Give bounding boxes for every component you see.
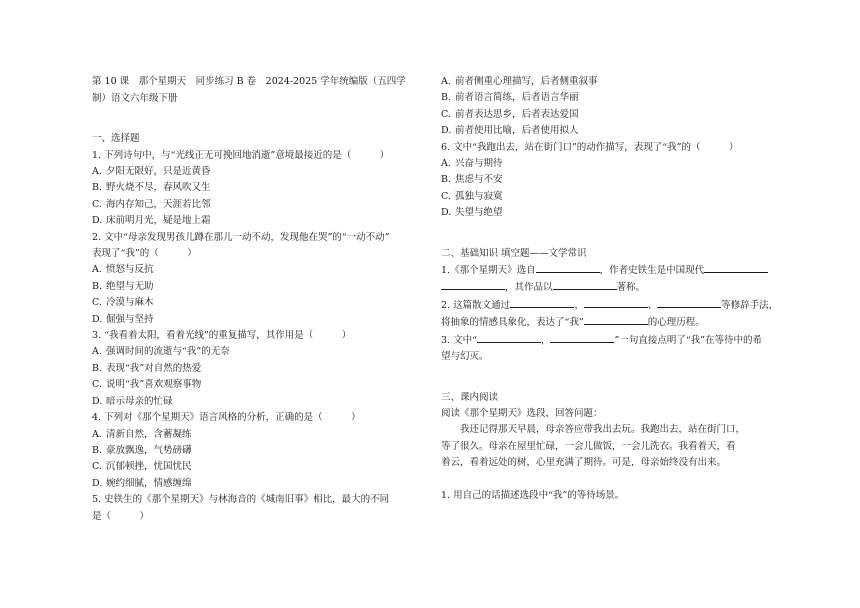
option-b [92,180,430,196]
section-heading-choice: 一、选择题 [92,133,140,145]
question-1 [92,148,430,230]
answer-blank[interactable] [657,297,721,308]
option-letter: C. [441,190,451,202]
option-a [92,262,430,278]
option-text: 前者使用比喻，后者使用拟人 [455,125,579,137]
question-stem: 3. “我看着太阳，看着光线”的重复描写，其作用是（ ） [92,330,352,342]
question-stem-cont: 表现了“我”的（ ） [92,248,197,260]
option-c [92,459,430,475]
option-b [92,279,430,295]
answer-blank[interactable] [536,262,600,273]
question-stem: 5. 史铁生的《那个星期天》与林海音的《城南旧事》相比，最大的不同 [92,494,390,506]
text-segment: 1.《那个星期天》选自 [441,265,536,277]
option-letter: B. [92,182,103,194]
option-text: 失望与绝望 [455,207,503,219]
option-text: 兴奋与期待 [455,158,503,170]
option-b [92,361,430,377]
option-text: 倔强与坚持 [106,313,154,325]
option-text: 婉约细腻，情感缠绵 [106,477,192,489]
option-a [92,164,430,180]
question-4 [92,410,430,492]
text-segment: 将抽象的情感具象化，表达了“我” [441,317,584,329]
option-text: 海内存知己，天涯若比邻 [106,198,211,210]
fill-question-1-line-2 [441,279,776,296]
option-text: 沉郁顿挫，忧国忧民 [106,461,192,473]
text-segment: 著称。 [616,282,646,294]
option-text: 暗示母亲的忙碌 [106,395,173,407]
option-text: 前者表达思乡，后者表达爱国 [455,108,579,120]
option-letter: B. [92,444,103,456]
question-3 [92,328,430,410]
option-letter: A. [92,166,102,177]
option-d [92,476,430,492]
option-letter: D. [441,125,452,137]
option-text: 夕阳无限好，只是近黄昏 [106,166,211,177]
answer-blank[interactable] [553,279,617,290]
option-text: 前者语言简练，后者语言华丽 [455,92,579,104]
section-heading-fill-blank: 二、基础知识 填空题——文学常识 [441,247,587,259]
passage-line-2: 等了很久。母亲在屋里忙碌，一会儿做饭，一会儿洗衣。我看着天，看 [441,440,736,452]
answer-blank[interactable] [550,332,614,343]
answer-blank[interactable] [441,279,505,290]
text-segment: ，作者史铁生是中国现代 [599,265,705,277]
text-segment: 3. 文中“ [441,334,477,346]
option-text: 强调时间的流逝与“我”的无奈 [106,346,230,358]
option-c [441,189,776,205]
right-column [441,74,779,504]
question-stem: 4. 下列对《那个星期天》语言风格的分析，正确的是（ ） [92,412,361,424]
option-letter: C. [92,297,102,309]
option-b [441,90,776,106]
option-text: 绝望与无助 [106,280,154,292]
option-letter: C. [92,198,102,210]
fill-question-1-line-1 [441,262,776,279]
option-a [441,156,776,172]
option-d [92,394,430,410]
document-title-line-1: 第 10 课 那个星期天 同步练习 B 卷 2024-2025 学年统编版（五四学 [92,76,406,87]
passage-line-1: 我还记得那天早晨，母亲答应带我出去玩。我跑出去，站在街门口， [460,424,746,436]
text-segment: 、 [647,299,658,311]
text-segment: 等修辞手法， [721,299,779,311]
fill-question-2-line-1 [441,297,779,314]
text-segment: ， [540,334,551,346]
question-5 [92,492,430,525]
option-letter: C. [92,379,102,391]
option-a [441,74,776,90]
option-a [92,427,430,443]
fill-question-2-line-2 [441,314,776,331]
option-letter: A. [92,346,102,358]
left-column [92,74,430,525]
answer-blank[interactable] [477,332,541,343]
reading-intro: 阅读《那个星期天》选段，回答问题： [441,407,603,419]
text-segment: ”一句直接点明了“我”在等待中的希 [614,334,763,346]
option-text: 野火烧不尽，春风吹又生 [106,182,211,194]
question-stem: 2. 文中“母亲发现男孩儿蹲在那儿一动不动，发现他在哭”的“一动不动” [92,231,390,243]
option-letter: C. [92,461,102,473]
option-letter: C. [441,108,451,120]
question-stem: 1. 下列诗句中，与“光线正无可挽回地消逝”意境最接近的是（ ） [92,149,390,161]
fill-question-3-line-2: 望与幻灭。 [441,351,489,363]
text-segment: 2. 这篇散文通过 [441,299,511,311]
option-text: 说明“我”喜欢观察事物 [106,379,202,391]
option-letter: B. [92,280,103,292]
text-segment: 、 [574,299,584,311]
answer-blank[interactable] [584,314,648,325]
option-text: 表现“我”对自然的热爱 [106,362,202,374]
reading-question-1: 1. 用自己的话描述选段中“我”的等待场景。 [441,489,625,501]
question-2 [92,230,430,328]
option-b [92,443,430,459]
option-text: 孤独与寂寞 [455,190,503,202]
option-letter: D. [441,207,452,219]
answer-blank[interactable] [584,297,648,308]
option-letter: D. [92,313,103,325]
text-segment: 的心理历程。 [647,317,705,329]
option-letter: D. [92,215,103,227]
question-stem-cont: 是（ ） [92,510,150,522]
passage-line-3: 着云，看着远处的树，心里充满了期待。可是，母亲始终没有出来。 [441,457,727,469]
option-d [92,213,430,229]
question-stem: 6. 文中“我跑出去，站在街门口”的动作描写，表现了“我”的（ ） [441,141,739,153]
option-b [441,172,776,188]
option-letter: A. [441,76,451,87]
text-segment: ，其作品以 [505,282,553,294]
option-text: 冷漠与麻木 [106,297,154,309]
question-6 [441,140,776,222]
option-d [92,312,430,328]
answer-blank[interactable] [510,297,574,308]
option-text: 豪放飘逸，气势磅礴 [106,444,192,456]
answer-blank[interactable] [704,262,768,273]
option-letter: B. [441,92,452,104]
option-c [441,107,776,123]
option-letter: B. [441,174,452,186]
option-c [92,295,430,311]
option-letter: D. [92,477,103,489]
option-letter: D. [92,395,103,407]
option-text: 愤怒与反抗 [106,264,154,276]
section-heading-reading: 三、课内阅读 [441,391,499,403]
option-a [92,344,430,360]
option-text: 清新自然，含蓄凝练 [106,428,192,440]
option-letter: A. [92,428,102,440]
option-letter: A. [92,264,102,276]
option-c [92,197,430,213]
option-text: 前者侧重心理描写，后者侧重叙事 [455,76,598,87]
option-d [441,123,776,139]
question-5-options [441,74,776,140]
document-title-line-2: 制）语文六年级下册 [92,92,178,104]
option-text: 焦虑与不安 [455,174,503,186]
option-letter: B. [92,362,103,374]
option-letter: A. [441,158,451,170]
option-c [92,377,430,393]
fill-question-3-line-1 [441,332,776,349]
option-text: 床前明月光，疑是地上霜 [106,215,211,227]
option-d [441,205,776,221]
